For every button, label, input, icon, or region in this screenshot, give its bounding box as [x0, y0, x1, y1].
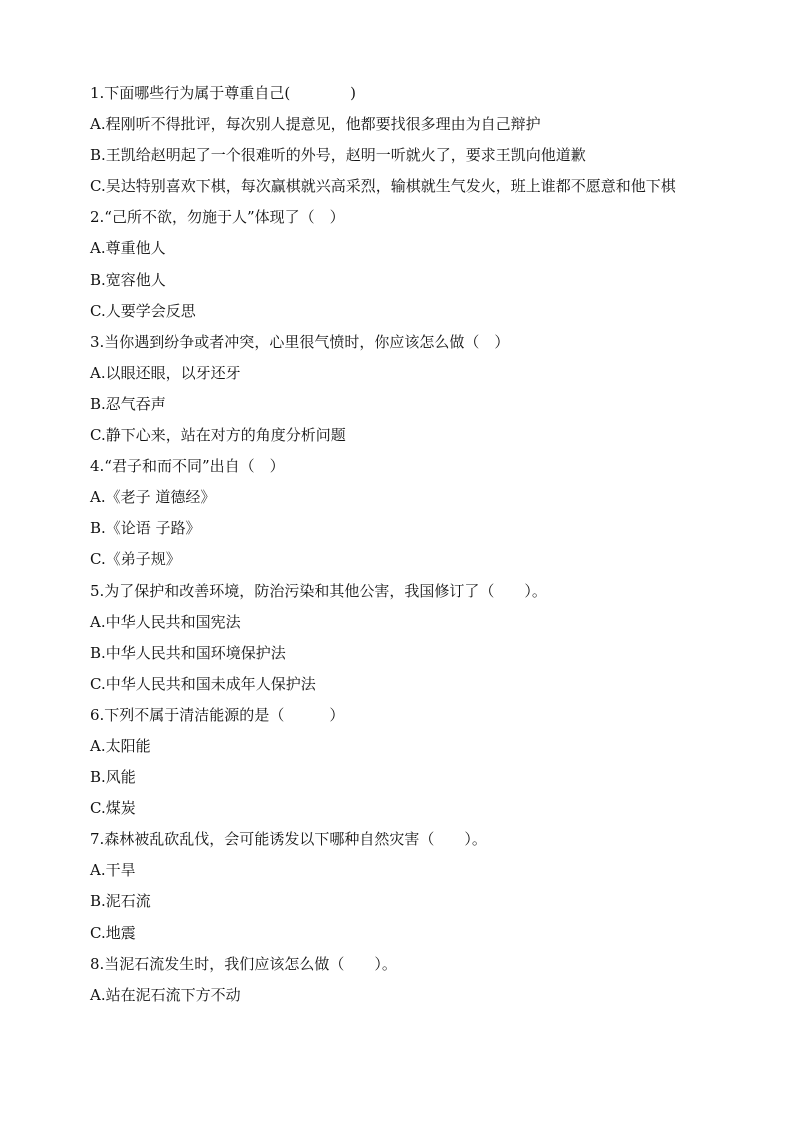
question-2-option-c: C.人要学会反思 — [90, 301, 196, 320]
question-7-option-a: A.干旱 — [90, 861, 136, 880]
question-5-option-b: B.中华人民共和国环境保护法 — [90, 643, 286, 662]
question-1-option-c: C.吴达特别喜欢下棋，每次赢棋就兴高采烈，输棋就生气发火，班上谁都不愿意和他下棋 — [90, 177, 676, 196]
question-7-stem: 7.森林被乱砍乱伐，会可能诱发以下哪种自然灾害（ ）。 — [90, 830, 487, 849]
question-8-option-a: A.站在泥石流下方不动 — [90, 985, 241, 1004]
question-2-option-a: A.尊重他人 — [90, 239, 166, 258]
question-1-option-b: B.王凯给赵明起了一个很难听的外号，赵明一听就火了，要求王凯向他道歉 — [90, 146, 586, 165]
question-3-option-c: C.静下心来，站在对方的角度分析问题 — [90, 426, 346, 445]
question-5-stem: 5.为了保护和改善环境，防治污染和其他公害，我国修订了（ ）。 — [90, 581, 547, 600]
question-4-stem: 4.“君子和而不同”出自（ ） — [90, 457, 285, 476]
question-2-stem: 2.“己所不欲，勿施于人”体现了（ ） — [90, 208, 345, 227]
question-7-option-b: B.泥石流 — [90, 892, 151, 911]
question-8-stem: 8.当泥石流发生时，我们应该怎么做（ ）。 — [90, 954, 397, 973]
question-4-option-c: C.《弟子规》 — [90, 550, 181, 569]
question-6-stem: 6.下列不属于清洁能源的是（ ） — [90, 705, 345, 724]
question-3-option-b: B.忍气吞声 — [90, 394, 166, 413]
question-5-option-a: A.中华人民共和国宪法 — [90, 612, 241, 631]
question-1-option-a: A.程刚听不得批评，每次别人提意见，他都要找很多理由为自己辩护 — [90, 115, 541, 134]
question-4-option-a: A.《老子 道德经》 — [90, 488, 216, 507]
exam-page — [90, 78, 712, 1011]
question-7-option-c: C.地震 — [90, 923, 136, 942]
question-5-option-c: C.中华人民共和国未成年人保护法 — [90, 674, 316, 693]
question-4-option-b: B.《论语 子路》 — [90, 519, 201, 538]
question-2-option-b: B.宽容他人 — [90, 270, 166, 289]
question-3-stem: 3.当你遇到纷争或者冲突，心里很气愤时，你应该怎么做（ ） — [90, 332, 510, 351]
question-6-option-b: B.风能 — [90, 768, 136, 787]
question-3-option-a: A.以眼还眼，以牙还牙 — [90, 363, 241, 382]
question-6-option-c: C.煤炭 — [90, 799, 136, 818]
question-1-stem: 1.下面哪些行为属于尊重自己( ) — [90, 84, 357, 102]
question-6-option-a: A.太阳能 — [90, 736, 151, 755]
